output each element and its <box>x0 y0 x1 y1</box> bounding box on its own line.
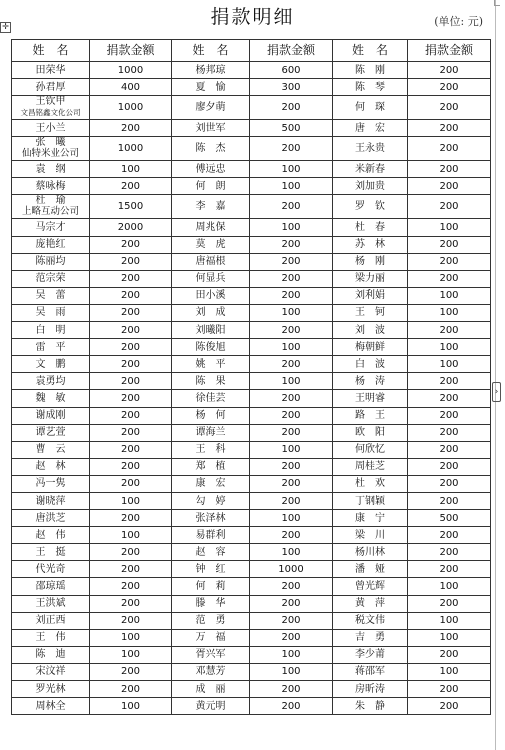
table-row <box>12 544 491 561</box>
donation-amount-cell: 200 <box>408 475 491 492</box>
donation-amount-cell: 600 <box>250 62 333 79</box>
donor-name-cell: 张泽林 <box>172 510 250 527</box>
header-name-2: 姓 名 <box>172 40 250 62</box>
donation-amount-cell: 200 <box>408 120 491 137</box>
donation-amount-cell: 200 <box>90 441 172 458</box>
donation-amount-cell: 1500 <box>90 195 172 219</box>
donation-amount-cell: 200 <box>408 236 491 253</box>
donation-amount-cell: 200 <box>90 510 172 527</box>
donation-amount-cell: 500 <box>408 510 491 527</box>
donation-amount-cell: 100 <box>90 161 172 178</box>
donor-name-cell: 刘利娟 <box>333 287 408 304</box>
donation-amount-cell: 100 <box>408 339 491 356</box>
donor-name-cell: 姚 平 <box>172 356 250 373</box>
donation-amount-cell: 200 <box>250 698 333 715</box>
table-header-row <box>12 40 491 62</box>
donor-name-cell: 文 鹏 <box>12 356 90 373</box>
table-row <box>12 527 491 544</box>
donor-name-cell: 谢成刚 <box>12 407 90 424</box>
donation-amount-cell: 200 <box>250 475 333 492</box>
donation-amount-cell: 200 <box>250 236 333 253</box>
donor-name: 王钦甲 <box>35 96 66 108</box>
donor-name-cell <box>12 195 90 219</box>
donor-name-cell: 白 波 <box>333 356 408 373</box>
donation-amount-cell: 100 <box>250 646 333 663</box>
donor-name-cell: 梁力丽 <box>333 270 408 287</box>
donor-name-cell: 滕 华 <box>172 595 250 612</box>
donor-name-cell: 邵琼瑶 <box>12 578 90 595</box>
page-title: 捐款明细 <box>210 6 295 28</box>
header-amount-2: 捐款金额 <box>250 40 333 62</box>
donation-amount-cell: 200 <box>250 287 333 304</box>
donation-amount-cell: 1000 <box>90 137 172 161</box>
donor-name-cell: 谭艺萱 <box>12 424 90 441</box>
donation-amount-cell: 200 <box>408 373 491 390</box>
donation-amount-cell: 200 <box>408 561 491 578</box>
donation-amount-cell: 200 <box>408 527 491 544</box>
donor-name-cell: 曹 云 <box>12 441 90 458</box>
donation-amount-cell: 200 <box>408 424 491 441</box>
donation-amount-cell: 100 <box>250 510 333 527</box>
table-row <box>12 561 491 578</box>
donation-amount-cell: 100 <box>408 219 491 236</box>
donation-amount-cell: 200 <box>408 270 491 287</box>
donor-name-cell: 朱 静 <box>333 698 408 715</box>
table-row <box>12 339 491 356</box>
donation-amount-cell: 1000 <box>90 62 172 79</box>
table-row <box>12 510 491 527</box>
table-move-handle-icon[interactable]: ✛ <box>0 22 11 33</box>
donor-name-cell: 杨川林 <box>333 544 408 561</box>
donation-amount-cell: 300 <box>250 79 333 96</box>
donor-name-cell: 万 福 <box>172 629 250 646</box>
donation-amount-cell: 200 <box>90 424 172 441</box>
donor-name-cell: 唐洪芝 <box>12 510 90 527</box>
donor-name-cell: 陈 刚 <box>333 62 408 79</box>
donation-amount-cell: 200 <box>250 458 333 475</box>
donor-name-cell: 庞艳红 <box>12 236 90 253</box>
donation-amount-cell: 1000 <box>250 561 333 578</box>
donor-name-cell: 徐佳芸 <box>172 390 250 407</box>
donor-name-cell: 邓慧芳 <box>172 663 250 680</box>
donation-amount-cell: 200 <box>90 236 172 253</box>
table-row <box>12 373 491 390</box>
table-row <box>12 79 491 96</box>
donation-amount-cell: 200 <box>250 681 333 698</box>
donor-name-cell: 赵 林 <box>12 458 90 475</box>
donation-amount-cell: 200 <box>90 356 172 373</box>
donation-amount-cell: 100 <box>90 527 172 544</box>
donor-name-cell: 宋汶祥 <box>12 663 90 680</box>
header-name-3: 姓 名 <box>333 40 408 62</box>
donor-name-cell: 何 朗 <box>172 178 250 195</box>
donor-name-cell <box>12 96 90 120</box>
donation-amount-cell: 200 <box>250 612 333 629</box>
donation-amount-cell: 200 <box>90 612 172 629</box>
donor-name: 杜 瑜 <box>35 195 66 207</box>
table-row <box>12 441 491 458</box>
donor-name-cell: 赵 伟 <box>12 527 90 544</box>
donation-amount-cell: 200 <box>90 595 172 612</box>
donation-amount-cell: 200 <box>90 287 172 304</box>
donor-name-cell: 罗 钦 <box>333 195 408 219</box>
donation-amount-cell: 100 <box>90 629 172 646</box>
donor-name-cell: 袁 纲 <box>12 161 90 178</box>
donor-name-cell: 何欣忆 <box>333 441 408 458</box>
donation-amount-cell: 100 <box>250 663 333 680</box>
donor-organization: 文昌铭鑫文化公司 <box>20 108 81 118</box>
donor-name-cell: 杨 刚 <box>333 253 408 270</box>
donor-name-cell: 陈丽均 <box>12 253 90 270</box>
donation-amount-cell: 200 <box>408 492 491 509</box>
donor-name-cell: 米新春 <box>333 161 408 178</box>
donor-name-cell: 王小兰 <box>12 120 90 137</box>
donation-amount-cell: 200 <box>408 161 491 178</box>
donation-amount-cell: 100 <box>250 441 333 458</box>
donation-amount-cell: 200 <box>408 178 491 195</box>
donor-name-cell: 梁 川 <box>333 527 408 544</box>
donation-amount-cell: 200 <box>408 195 491 219</box>
donation-amount-cell: 200 <box>408 544 491 561</box>
donation-amount-cell: 200 <box>408 458 491 475</box>
donor-name-cell: 杨 何 <box>172 407 250 424</box>
donor-name-cell: 李少莆 <box>333 646 408 663</box>
donation-amount-cell: 200 <box>90 578 172 595</box>
donation-amount-cell: 200 <box>408 698 491 715</box>
donation-table <box>11 39 491 715</box>
donation-amount-cell: 200 <box>250 578 333 595</box>
donation-amount-cell: 200 <box>90 270 172 287</box>
donor-name-cell: 周桂芝 <box>333 458 408 475</box>
donor-name-cell: 何显兵 <box>172 270 250 287</box>
donation-amount-cell: 200 <box>250 356 333 373</box>
table-row <box>12 120 491 137</box>
donor-name-cell: 刘正西 <box>12 612 90 629</box>
donation-amount-cell: 100 <box>250 178 333 195</box>
donation-amount-cell: 100 <box>250 544 333 561</box>
donor-name-cell: 赵 容 <box>172 544 250 561</box>
table-row <box>12 322 491 339</box>
donor-organization: 上略互动公司 <box>21 206 79 218</box>
donation-amount-cell: 100 <box>90 646 172 663</box>
donor-name-cell: 何 琛 <box>333 96 408 120</box>
donor-name-cell: 吉 勇 <box>333 629 408 646</box>
donation-amount-cell: 100 <box>408 578 491 595</box>
donor-name-cell: 丁钢颖 <box>333 492 408 509</box>
donation-amount-cell: 200 <box>250 424 333 441</box>
donor-name-cell: 胥兴军 <box>172 646 250 663</box>
donor-name-cell: 梅朝鲜 <box>333 339 408 356</box>
donation-amount-cell: 200 <box>250 629 333 646</box>
donation-amount-cell: 200 <box>408 390 491 407</box>
donor-name-cell: 孙君厚 <box>12 79 90 96</box>
donation-amount-cell: 200 <box>90 322 172 339</box>
donation-amount-cell: 200 <box>250 407 333 424</box>
table-row <box>12 236 491 253</box>
donation-amount-cell: 200 <box>90 178 172 195</box>
table-body <box>12 62 491 715</box>
donor-name-cell: 杨邦琼 <box>172 62 250 79</box>
donation-amount-cell: 200 <box>90 561 172 578</box>
donor-name-cell: 马宗才 <box>12 219 90 236</box>
donation-amount-cell: 100 <box>250 161 333 178</box>
page-edge <box>495 0 496 750</box>
donor-name-cell: 夏 愉 <box>172 79 250 96</box>
donor-name-cell: 王 科 <box>172 441 250 458</box>
donor-name-cell: 雷 平 <box>12 339 90 356</box>
table-row <box>12 219 491 236</box>
donor-name-cell: 欧 阳 <box>333 424 408 441</box>
table-row <box>12 578 491 595</box>
donor-name-cell: 杜 欢 <box>333 475 408 492</box>
table-row <box>12 595 491 612</box>
donor-name-cell: 王 挺 <box>12 544 90 561</box>
table-row <box>12 195 491 219</box>
donor-name-cell: 范宗荣 <box>12 270 90 287</box>
donor-name-cell <box>12 137 90 161</box>
donor-name-cell: 魏 敏 <box>12 390 90 407</box>
donation-amount-cell: 200 <box>408 322 491 339</box>
donation-amount-cell: 100 <box>90 492 172 509</box>
donor-name-cell: 房昕涛 <box>333 681 408 698</box>
donor-name-cell: 杜 春 <box>333 219 408 236</box>
table-row <box>12 137 491 161</box>
donor-name-cell: 陈 杰 <box>172 137 250 161</box>
donation-amount-cell: 200 <box>408 253 491 270</box>
donor-name-cell: 康 宏 <box>172 475 250 492</box>
donor-name-cell: 袁勇均 <box>12 373 90 390</box>
donor-name-cell: 周林全 <box>12 698 90 715</box>
donor-name-cell: 蔡咏梅 <box>12 178 90 195</box>
donation-amount-cell: 100 <box>90 698 172 715</box>
donor-name-cell: 白 明 <box>12 322 90 339</box>
donor-name-cell: 代光奇 <box>12 561 90 578</box>
donation-amount-cell: 100 <box>250 219 333 236</box>
donation-amount-cell: 200 <box>250 137 333 161</box>
donor-name-cell: 何 莉 <box>172 578 250 595</box>
donation-amount-cell: 200 <box>90 663 172 680</box>
donor-name-cell: 刘曦阳 <box>172 322 250 339</box>
donation-amount-cell: 1000 <box>90 96 172 120</box>
unit-label: (单位: 元) <box>434 15 483 28</box>
donation-amount-cell: 200 <box>90 407 172 424</box>
table-row <box>12 681 491 698</box>
table-row <box>12 304 491 321</box>
table-row <box>12 475 491 492</box>
header-amount-3: 捐款金额 <box>408 40 491 62</box>
donor-name-cell: 莫 虎 <box>172 236 250 253</box>
donation-amount-cell: 200 <box>408 407 491 424</box>
donor-name-cell: 康 宁 <box>333 510 408 527</box>
donation-amount-cell: 100 <box>408 287 491 304</box>
donor-name-cell: 唐 宏 <box>333 120 408 137</box>
donation-amount-cell: 200 <box>90 390 172 407</box>
table-row <box>12 270 491 287</box>
donor-name-cell: 陈 迪 <box>12 646 90 663</box>
donor-name-cell: 刘加贵 <box>333 178 408 195</box>
donation-amount-cell: 200 <box>90 120 172 137</box>
donor-name-cell: 刘 波 <box>333 322 408 339</box>
donation-amount-cell: 200 <box>250 96 333 120</box>
donor-name-cell: 王 伟 <box>12 629 90 646</box>
donation-amount-cell: 200 <box>250 595 333 612</box>
donor-name-cell: 李 嘉 <box>172 195 250 219</box>
donor-name-cell: 范 勇 <box>172 612 250 629</box>
donation-amount-cell: 200 <box>408 62 491 79</box>
donation-amount-cell: 100 <box>250 373 333 390</box>
table-row <box>12 96 491 120</box>
donation-amount-cell: 200 <box>250 527 333 544</box>
donor-name-cell: 冯一隽 <box>12 475 90 492</box>
donation-amount-cell: 200 <box>90 339 172 356</box>
donation-amount-cell: 200 <box>90 373 172 390</box>
donor-name-cell: 田小溪 <box>172 287 250 304</box>
donation-amount-cell: 200 <box>408 96 491 120</box>
table-row <box>12 458 491 475</box>
donation-amount-cell: 200 <box>250 492 333 509</box>
donor-name-cell: 勾 婷 <box>172 492 250 509</box>
donation-amount-cell: 200 <box>408 595 491 612</box>
donor-name-cell: 蒋邵军 <box>333 663 408 680</box>
header-amount-1: 捐款金额 <box>90 40 172 62</box>
donation-amount-cell: 2000 <box>90 219 172 236</box>
donor-name-cell: 王洪斌 <box>12 595 90 612</box>
donor-name-cell: 唐福根 <box>172 253 250 270</box>
donation-amount-cell: 100 <box>408 304 491 321</box>
donor-name-cell: 王 钶 <box>333 304 408 321</box>
donor-name-cell: 钟 红 <box>172 561 250 578</box>
table-row <box>12 663 491 680</box>
donation-amount-cell: 200 <box>90 458 172 475</box>
donation-amount-cell: 200 <box>408 441 491 458</box>
donor-name-cell: 陈 琴 <box>333 79 408 96</box>
table-row <box>12 629 491 646</box>
donation-amount-cell: 200 <box>250 270 333 287</box>
donor-name-cell: 税文伟 <box>333 612 408 629</box>
donor-name-cell: 吴 蕾 <box>12 287 90 304</box>
donor-organization: 仙特米业公司 <box>21 148 79 160</box>
table-row <box>12 62 491 79</box>
donation-amount-cell: 200 <box>250 322 333 339</box>
donation-amount-cell: 200 <box>250 195 333 219</box>
donation-amount-cell: 200 <box>408 137 491 161</box>
donation-amount-cell: 200 <box>90 681 172 698</box>
donor-name-cell: 杨 涛 <box>333 373 408 390</box>
table-row <box>12 161 491 178</box>
donation-amount-cell: 100 <box>250 339 333 356</box>
donation-amount-cell: 100 <box>250 304 333 321</box>
table-row <box>12 646 491 663</box>
table-row <box>12 492 491 509</box>
table-resize-grip-icon[interactable]: › <box>492 382 501 402</box>
donor-name-cell: 黄元明 <box>172 698 250 715</box>
donation-amount-cell: 100 <box>408 663 491 680</box>
donation-amount-cell: 100 <box>408 356 491 373</box>
donor-name-cell: 刘 成 <box>172 304 250 321</box>
donor-name-cell: 王明睿 <box>333 390 408 407</box>
donation-amount-cell: 200 <box>408 681 491 698</box>
table-row <box>12 407 491 424</box>
donor-name-cell: 陈 果 <box>172 373 250 390</box>
donor-name-cell: 周兆保 <box>172 219 250 236</box>
donation-amount-cell: 200 <box>90 253 172 270</box>
donor-name-cell: 郑 植 <box>172 458 250 475</box>
donation-amount-cell: 100 <box>408 612 491 629</box>
donor-name-cell: 吴 雨 <box>12 304 90 321</box>
donor-name-cell: 王永贵 <box>333 137 408 161</box>
donor-name-cell: 谢晓萍 <box>12 492 90 509</box>
donation-amount-cell: 100 <box>408 629 491 646</box>
donor-name-cell: 黄 萍 <box>333 595 408 612</box>
donation-amount-cell: 500 <box>250 120 333 137</box>
table-row <box>12 287 491 304</box>
table-row <box>12 356 491 373</box>
table-row <box>12 612 491 629</box>
donor-name-cell: 谭海兰 <box>172 424 250 441</box>
donation-amount-cell: 400 <box>90 79 172 96</box>
donor-name-cell: 曾光辉 <box>333 578 408 595</box>
donor-name-cell: 陈俊旭 <box>172 339 250 356</box>
donor-name-cell: 廖夕萌 <box>172 96 250 120</box>
donor-name-cell: 潘 娅 <box>333 561 408 578</box>
donor-name-cell: 成 丽 <box>172 681 250 698</box>
donor-name-cell: 易群利 <box>172 527 250 544</box>
donor-name-cell: 苏 林 <box>333 236 408 253</box>
donor-name-cell: 罗光林 <box>12 681 90 698</box>
table-row <box>12 424 491 441</box>
header-name-1: 姓 名 <box>12 40 90 62</box>
donation-amount-cell: 200 <box>408 79 491 96</box>
donation-amount-cell: 200 <box>250 390 333 407</box>
table-row <box>12 390 491 407</box>
table-row <box>12 178 491 195</box>
donor-name-cell: 田荣华 <box>12 62 90 79</box>
donation-amount-cell: 200 <box>90 304 172 321</box>
table-row <box>12 253 491 270</box>
donor-name: 张 曦 <box>35 137 66 149</box>
donation-amount-cell: 200 <box>90 544 172 561</box>
donation-amount-cell: 200 <box>250 253 333 270</box>
donor-name-cell: 傅远忠 <box>172 161 250 178</box>
table-row <box>12 698 491 715</box>
donor-name-cell: 路 王 <box>333 407 408 424</box>
donation-amount-cell: 200 <box>408 646 491 663</box>
donation-amount-cell: 200 <box>90 475 172 492</box>
donor-name-cell: 刘世军 <box>172 120 250 137</box>
